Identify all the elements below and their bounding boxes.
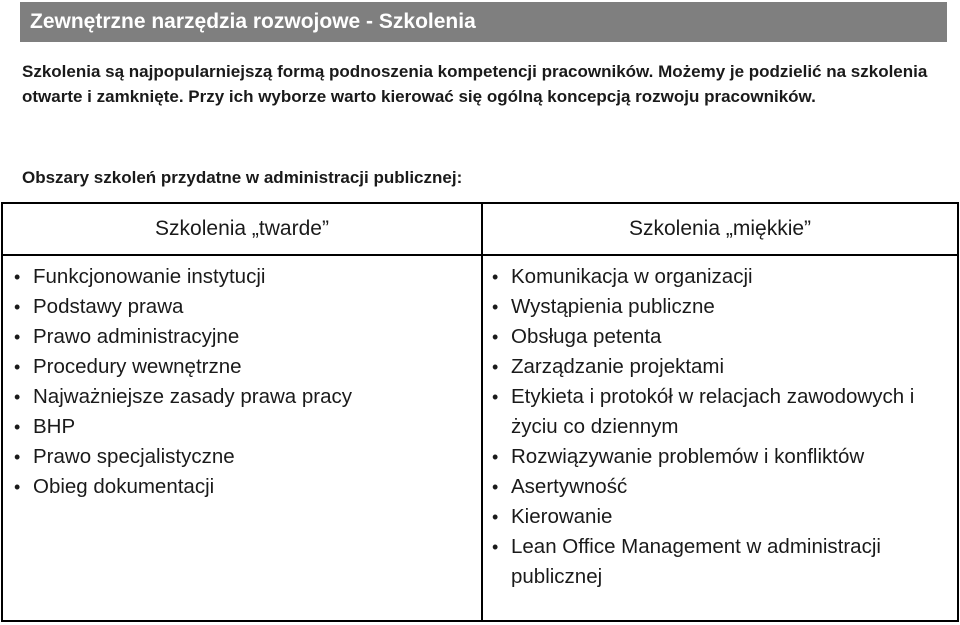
- page-title: Zewnętrzne narzędzia rozwojowe - Szkolenia: [30, 10, 476, 33]
- hard-skill-item-text: Funkcjonowanie instytucji: [33, 265, 266, 288]
- soft-skill-item: [491, 442, 947, 472]
- soft-skill-item-text: Lean Office Management w administracji publicznej: [511, 535, 881, 588]
- bullet-icon: •: [492, 387, 499, 407]
- bullet-icon: •: [14, 447, 21, 467]
- hard-skill-item-text: Prawo specjalistyczne: [33, 445, 235, 468]
- bullet-icon: •: [492, 297, 499, 317]
- bullet-icon: •: [14, 297, 21, 317]
- hard-skill-item: [13, 472, 473, 502]
- hard-skill-item: [13, 322, 473, 352]
- soft-skill-item: [491, 262, 947, 292]
- soft-skill-item: [491, 352, 947, 382]
- soft-skill-item-text: Wystąpienia publiczne: [511, 295, 715, 318]
- bullet-icon: •: [492, 357, 499, 377]
- bullet-icon: •: [492, 267, 499, 287]
- column-divider: [481, 204, 483, 620]
- bullet-icon: •: [14, 387, 21, 407]
- soft-skills-heading: Szkolenia „miękkie”: [628, 217, 812, 240]
- soft-skill-item-text: Rozwiązywanie problemów i konfliktów: [511, 445, 865, 468]
- hard-skill-item: [13, 262, 473, 292]
- bullet-icon: •: [492, 477, 499, 497]
- hard-skill-item-text: BHP: [33, 415, 76, 438]
- hard-skill-item-text: Prawo administracyjne: [33, 325, 240, 348]
- hard-skills-heading: Szkolenia „twarde”: [155, 217, 329, 240]
- soft-skills-list: [491, 262, 947, 592]
- soft-skill-item: [491, 472, 947, 502]
- bullet-icon: •: [492, 507, 499, 527]
- bullet-icon: •: [14, 327, 21, 347]
- bullet-icon: •: [492, 537, 499, 557]
- hard-skills-list: [13, 262, 473, 502]
- soft-skill-item-text: Obsługa petenta: [511, 325, 662, 348]
- bullet-icon: •: [14, 267, 21, 287]
- soft-skill-item-text: Asertywność: [511, 475, 628, 498]
- soft-skill-item: [491, 532, 947, 592]
- hard-skill-item-text: Obieg dokumentacji: [33, 475, 215, 498]
- hard-skill-item: [13, 412, 473, 442]
- areas-heading: Obszary szkoleń przydatne w administracji publicznej:: [22, 168, 463, 187]
- soft-skill-item-text: Etykieta i protokół w relacjach zawodowych i życiu co dziennym: [511, 385, 915, 438]
- header-divider: [3, 254, 957, 256]
- hard-skill-item: [13, 382, 473, 412]
- soft-skill-item: [491, 382, 947, 442]
- hard-skill-item-text: Najważniejsze zasady prawa pracy: [33, 385, 353, 408]
- soft-skill-item: [491, 502, 947, 532]
- hard-skill-item: [13, 292, 473, 322]
- hard-skill-item: [13, 442, 473, 472]
- bullet-icon: •: [492, 447, 499, 467]
- intro-paragraph: Szkolenia są najpopularniejszą formą podnoszenia kompetencji pracowników. Możemy je podzielić na szkolenia otwarte i zamknięte. Przy ich wyborze warto kierować się ogólną koncepcją rozwoju pracowników.: [22, 62, 928, 106]
- hard-skill-item-text: Procedury wewnętrzne: [33, 355, 242, 378]
- hard-skill-item: [13, 352, 473, 382]
- bullet-icon: •: [14, 357, 21, 377]
- soft-skill-item: [491, 292, 947, 322]
- training-table: [1, 202, 959, 622]
- hard-skill-item-text: Podstawy prawa: [33, 295, 184, 318]
- soft-skill-item: [491, 322, 947, 352]
- bullet-icon: •: [14, 477, 21, 497]
- soft-skill-item-text: Kierowanie: [511, 505, 613, 528]
- soft-skill-item-text: Zarządzanie projektami: [511, 355, 725, 378]
- bullet-icon: •: [492, 327, 499, 347]
- title-bar: [20, 2, 947, 42]
- soft-skill-item-text: Komunikacja w organizacji: [511, 265, 753, 288]
- bullet-icon: •: [14, 417, 21, 437]
